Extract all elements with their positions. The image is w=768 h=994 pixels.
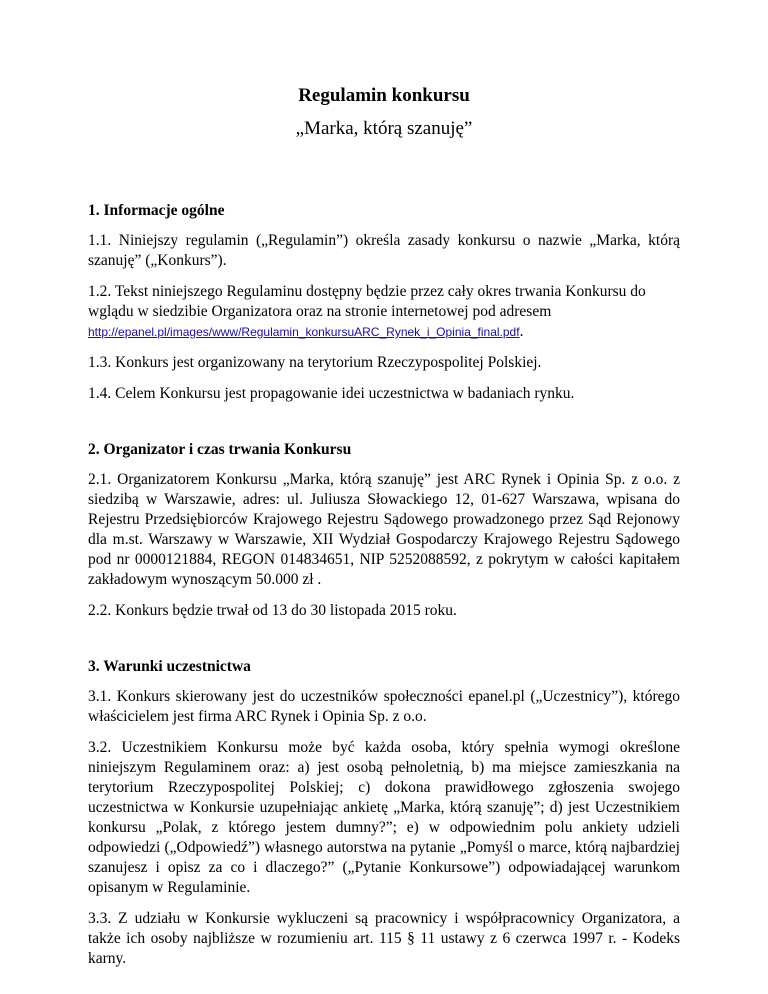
section-2-heading: 2. Organizator i czas trwania Konkursu: [88, 441, 352, 458]
paragraph-3-2: 3.2. Uczestnikiem Konkursu może być każda osoba, który spełnia wymogi określone niniejszym Regulaminem oraz: a) jest osobą pełnoletnią, b) ma miejsce zamieszkania na terytorium Rzeczypospolitej Polskiej; c) dokona prawidłowego zgłoszenia swojego uczestnictwa w Konkursie uzupełniając ankietę „Marka, którą szanuję”; d) jest Uczestnikiem konkursu „Polak, z którego jestem dumny?”; e) w odpowiednim polu ankiety udzieli odpowiedzi („Odpowiedź”) własnego autorstwa na pytanie „Pomyśl o marce, którą najbardziej szanujesz i opisz za co i dlaczego?” („Pytanie Konkursowe”) odpowiadającej warunkom opisanym w Regulaminie.: [88, 739, 680, 896]
paragraph-1-3: 1.3. Konkurs jest organizowany na terytorium Rzeczypospolitej Polskiej.: [88, 354, 542, 371]
paragraph-1-4: 1.4. Celem Konkursu jest propagowanie idei uczestnictwa w badaniach rynku.: [88, 385, 575, 402]
paragraph-3-3: 3.3. Z udziału w Konkursie wykluczeni są pracownicy i współpracownicy Organizatora, a także ich osoby najbliższe w rozumieniu art. 115 § 11 ustawy z 6 czerwca 1997 r. - Kodeks karny.: [88, 910, 680, 967]
paragraph-1-2: [88, 282, 680, 342]
paragraph-1-2-end: .: [519, 323, 524, 340]
section-3-heading: 3. Warunki uczestnictwa: [88, 658, 251, 675]
paragraph-1-2-text: 1.2. Tekst niniejszego Regulaminu dostępny będzie przez cały okres trwania Konkursu do wglądu w siedzibie Organizatora oraz na stronie internetowej pod adresem: [88, 283, 646, 320]
document-title: Regulamin konkursu: [298, 85, 470, 106]
regulations-pdf-link[interactable]: http://epanel.pl/images/www/Regulamin_konkursuARC_Rynek_i_Opinia_final.pdf: [88, 325, 520, 339]
document-subtitle: „Marka, którą szanuję”: [295, 118, 473, 139]
paragraph-3-1: 3.1. Konkurs skierowany jest do uczestników społeczności epanel.pl („Uczestnicy”), którego właścicielem jest firma ARC Rynek i Opinia Sp. z o.o.: [88, 688, 680, 725]
section-1-heading: 1. Informacje ogólne: [88, 202, 225, 219]
paragraph-2-1: 2.1. Organizatorem Konkursu „Marka, którą szanuję” jest ARC Rynek i Opinia Sp. z o.o. z siedzibą w Warszawie, adres: ul. Juliusza Słowackiego 12, 01-627 Warszawa, wpisana do Rejestru Przedsiębiorców Krajowego Rejestru Sądowego prowadzonego przez Sąd Rejonowy dla m.st. Warszawy w Warszawie, XII Wydział Gospodarczy Krajowego Rejestru Sądowego pod nr 0000121884, REGON 014834651, NIP 5252088592, z pokrytym w całości kapitałem zakładowym wynoszącym 50.000 zł .: [88, 471, 680, 588]
document-body: [88, 201, 680, 980]
paragraph-1-1: 1.1. Niniejszy regulamin („Regulamin”) określa zasady konkursu o nazwie „Marka, którą szanuję” („Konkurs”).: [88, 232, 680, 269]
paragraph-2-2: 2.2. Konkurs będzie trwał od 13 do 30 listopada 2015 roku.: [88, 602, 457, 619]
